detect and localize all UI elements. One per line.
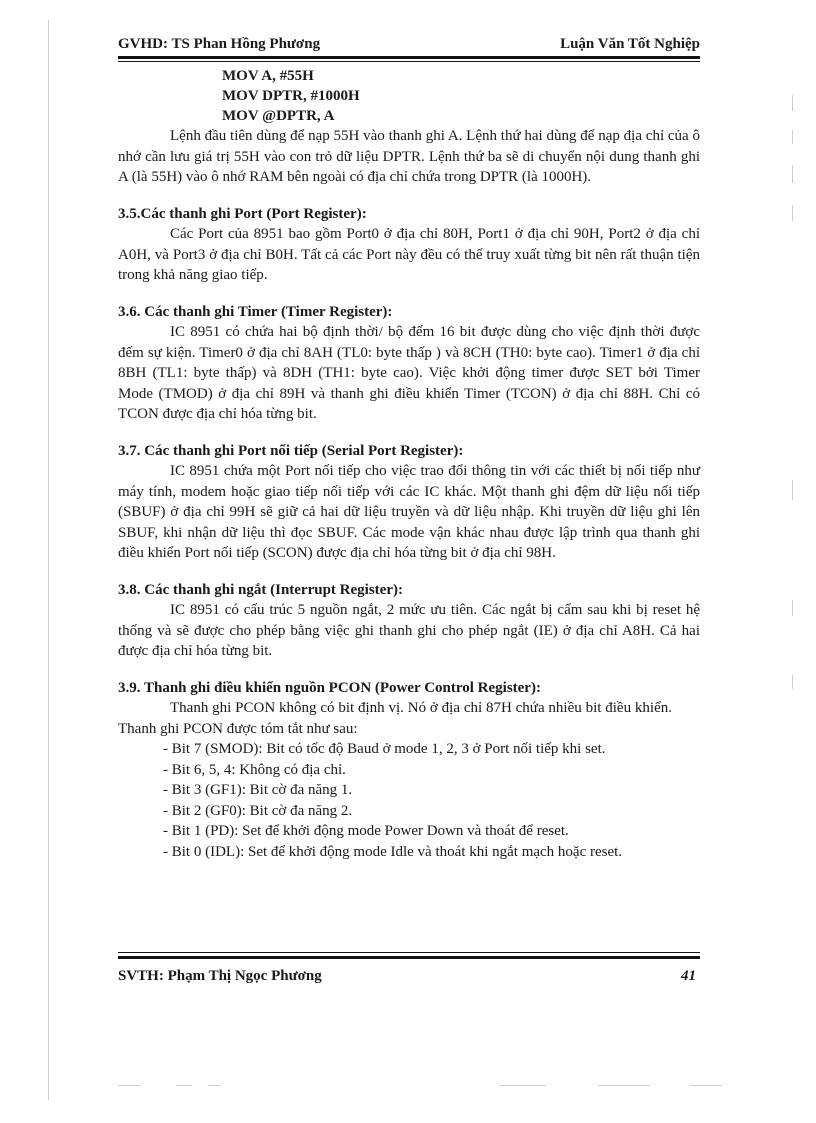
page-number: 41 xyxy=(681,968,696,984)
code-line: MOV DPTR, #1000H xyxy=(222,88,360,104)
scan-margin-mark xyxy=(792,130,793,144)
section-serial-port xyxy=(118,441,700,564)
code-line: MOV @DPTR, A xyxy=(222,108,335,124)
list-item: - Bit 7 (SMOD): Bit có tốc độ Baud ở mode 1, 2, 3 ở Port nối tiếp khi set. xyxy=(163,741,606,757)
section-paragraph: IC 8951 có chứa hai bộ định thời/ bộ đếm 16 bit được dùng cho việc định thời được đếm sự kiện. Timer0 ở địa chỉ 8AH (TL0: byte thấp ) và 8CH (TH0: byte cao). Timer1 ở địa chỉ 8BH (TL1: byte thấp) và 8DH (TH1: byte cao). Việc khởi động timer được SET bởi Timer Mode (TMOD) ở địa chỉ 89H và thanh ghi điều khiển Timer (TCON) ở địa chỉ 88H. Chỉ có TCON được địa chỉ hóa từng bit. xyxy=(118,324,700,422)
header-rule-thin xyxy=(118,61,700,62)
code-block xyxy=(222,66,700,126)
scan-bottom-mark xyxy=(690,1085,722,1086)
scan-margin-mark xyxy=(792,675,793,689)
section-paragraph: IC 8951 chứa một Port nối tiếp cho việc trao đổi thông tin với các thiết bị nối tiếp như máy tính, modem hoặc giao tiếp nối tiếp với các IC khác. Một thanh ghi đệm dữ liệu nối tiếp (SBUF) ở địa chỉ 99H sẽ giữ cả hai dữ liệu truyền và dữ liệu nhập. Khi truyền dữ liệu ghi lên SBUF, khi nhận dữ liệu thì đọc SBUF. Các mode vận khác nhau được lập trình qua thanh ghi điều khiển Port nối tiếp (SCON) được địa chỉ hóa từng bit ở địa chỉ 98H. xyxy=(118,463,700,561)
section-heading: 3.5.Các thanh ghi Port (Port Register): xyxy=(118,205,367,222)
pcon-bullet-list xyxy=(118,739,700,862)
scan-bottom-mark xyxy=(500,1085,546,1086)
page-header xyxy=(118,36,700,53)
footer-rule-thin xyxy=(118,952,700,953)
header-title: Luận Văn Tốt Nghiệp xyxy=(560,36,700,52)
section-heading: 3.6. Các thanh ghi Timer (Timer Register): xyxy=(118,303,393,320)
scan-bottom-mark xyxy=(176,1085,192,1086)
section-interrupt xyxy=(118,580,700,662)
list-item: - Bit 0 (IDL): Set để khởi động mode Idle và thoát khi ngắt mạch hoặc reset. xyxy=(163,843,623,860)
header-advisor: GVHD: TS Phan Hồng Phương xyxy=(118,36,321,52)
section-heading: 3.8. Các thanh ghi ngắt (Interrupt Register): xyxy=(118,581,403,598)
section-paragraph xyxy=(118,698,700,739)
list-item: - Bit 6, 5, 4: Không có địa chỉ. xyxy=(163,761,346,778)
section-port xyxy=(118,204,700,286)
footer-student: SVTH: Phạm Thị Ngọc Phương xyxy=(118,968,322,984)
intro-paragraph: Lệnh đầu tiên dùng để nạp 55H vào thanh ghi A. Lệnh thứ hai dùng để nạp địa chỉ của ô nhớ cần lưu giá trị 55H vào con trỏ dữ liệu DPTR. Lệnh thứ ba sẽ di chuyển nội dung thanh ghi A (là 55H) vào ô nhớ RAM bên ngoài có địa chỉ chứa trong DPTR (là 1000H). xyxy=(118,128,700,185)
list-item: - Bit 1 (PD): Set để khởi động mode Power Down và thoát để reset. xyxy=(163,823,569,839)
section-paragraph: Các Port của 8951 bao gồm Port0 ở địa chỉ 80H, Port1 ở địa chỉ 90H, Port2 ở địa chỉ A0H, và Port3 ở địa chỉ B0H. Tất cả các Port này đều có thể truy xuất từng bit nên rất thuận tiện trong khả năng giao tiếp. xyxy=(118,226,700,283)
code-line: MOV A, #55H xyxy=(222,68,314,84)
list-item: - Bit 2 (GF0): Bit cờ đa năng 2. xyxy=(163,802,353,819)
scan-margin-mark xyxy=(792,600,793,616)
section-paragraph: IC 8951 có cấu trúc 5 nguồn ngắt, 2 mức ưu tiên. Các ngắt bị cấm sau khi bị reset hệ thống và sẽ được cho phép bằng việc ghi thanh ghi cho phép ngắt (IE) ở địa chỉ A8H. Cả hai được địa chỉ hóa từng bit. xyxy=(118,602,700,659)
page-footer xyxy=(118,968,696,985)
pcon-text-1: Thanh ghi PCON không có bit định vị. Nó ở địa chỉ 87H chứa nhiều bit điều khiển. xyxy=(170,700,672,716)
scan-margin-mark xyxy=(792,480,793,500)
scan-margin-mark xyxy=(792,95,793,111)
scan-edge-line xyxy=(48,20,49,1100)
scan-bottom-mark xyxy=(598,1085,650,1086)
section-heading: 3.7. Các thanh ghi Port nối tiếp (Serial Port Register): xyxy=(118,442,464,459)
scan-margin-mark xyxy=(792,165,793,183)
header-rule xyxy=(118,56,700,59)
section-heading: 3.9. Thanh ghi điều khiển nguồn PCON (Power Control Register): xyxy=(118,679,541,696)
section-timer xyxy=(118,302,700,425)
scan-bottom-mark xyxy=(208,1085,220,1086)
footer-rule xyxy=(118,956,700,959)
pcon-text-2: Thanh ghi PCON được tóm tắt như sau: xyxy=(118,720,358,737)
scan-margin-mark xyxy=(792,205,793,221)
list-item: - Bit 3 (GF1): Bit cờ đa năng 1. xyxy=(163,782,353,798)
page-body xyxy=(118,66,700,862)
scan-bottom-mark xyxy=(118,1085,140,1086)
section-pcon xyxy=(118,678,700,863)
